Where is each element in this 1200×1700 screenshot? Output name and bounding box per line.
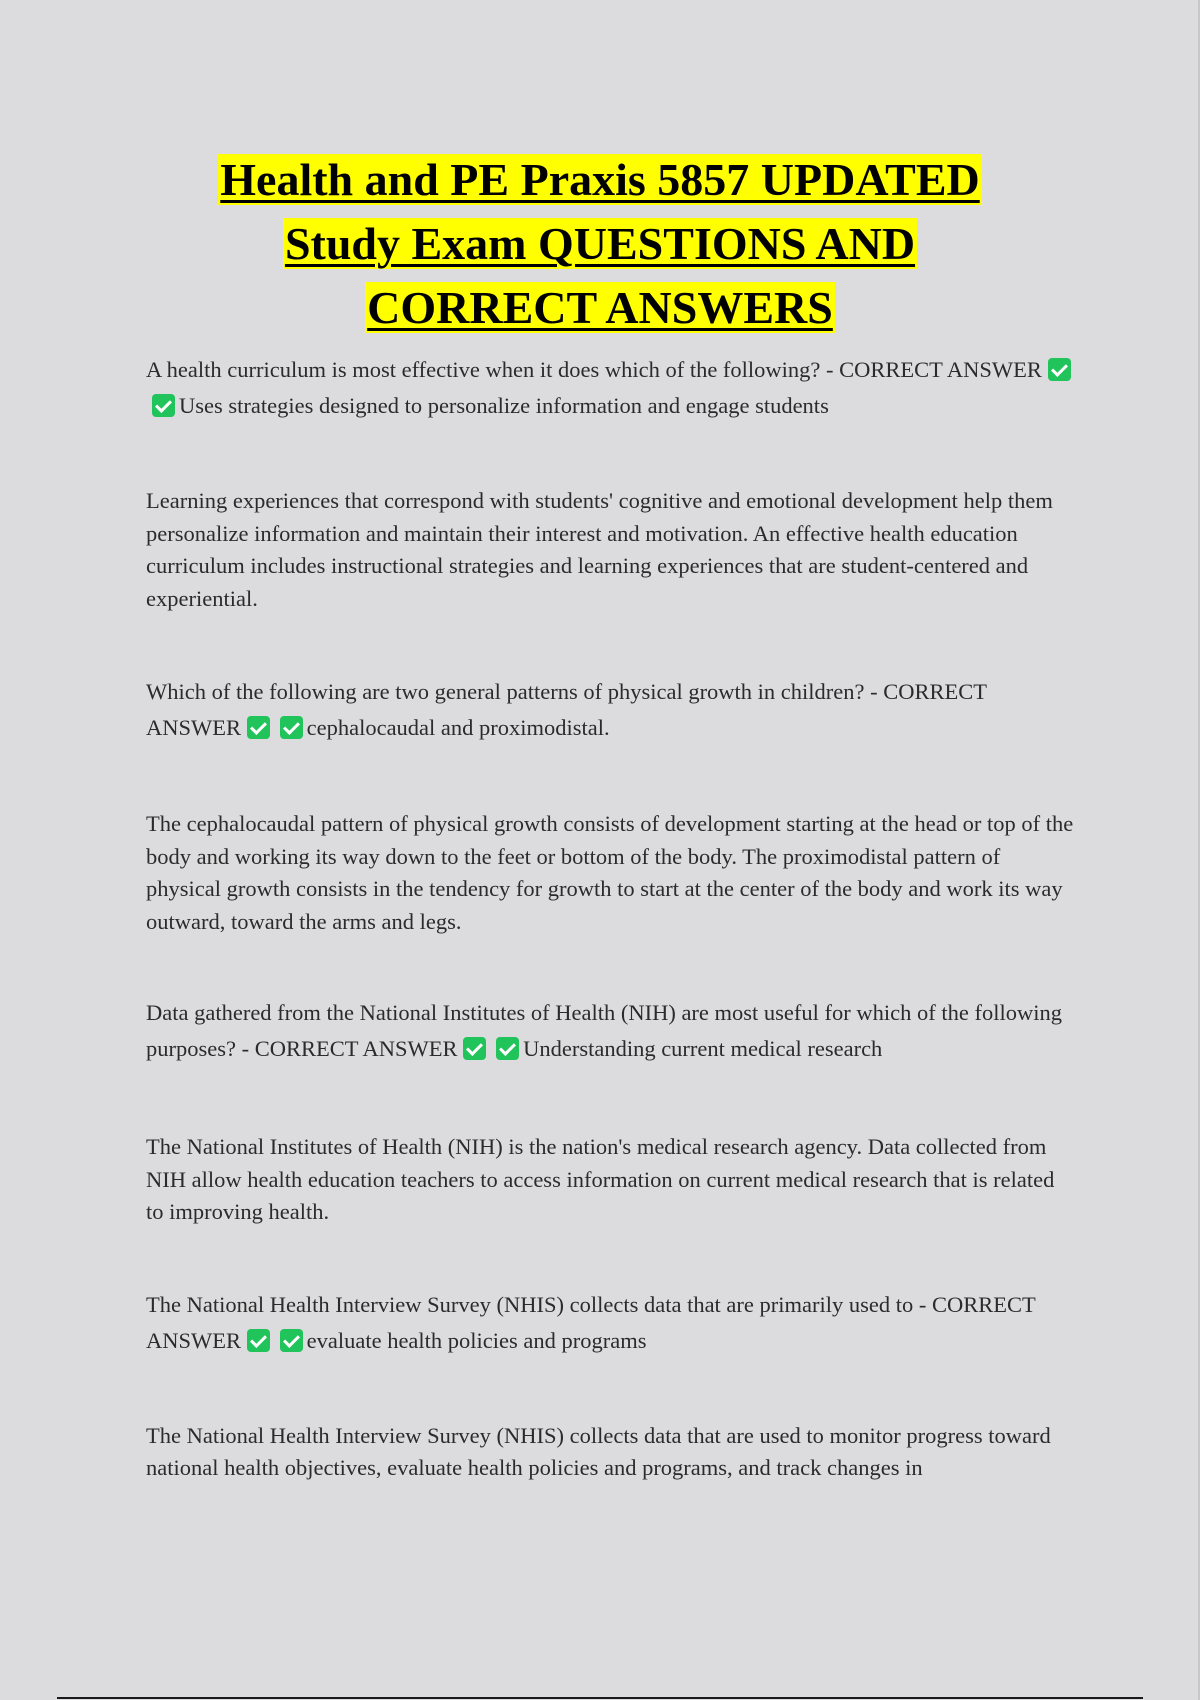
answer-text: evaluate health policies and programs [306,1327,647,1353]
title-line-3: CORRECT ANSWERS [367,282,833,333]
check-icon [247,716,270,739]
explanation-3: The National Institutes of Health (NIH) is the nation's medical research agency. Data collected from NIH allow health education teachers to access information on current medical research that is related to improving health. [146,1134,1055,1224]
answer-text: Understanding current medical research [523,1036,883,1061]
check-icon [280,716,303,739]
question-answer-4 [146,1287,1076,1359]
question-text: A health curriculum is most effective when it does which of the following? - CORRECT ANSWER [146,357,1048,382]
question-answer-3 [146,995,1076,1067]
answer-text: Uses strategies designed to personalize information and engage students [179,393,829,418]
answer-text: cephalocaudal and proximodistal. [306,715,610,740]
explanation-2: The cephalocaudal pattern of physical growth consists of development starting at the head or top of the body and working its way down to the feet or bottom of the body. The proximodistal pattern of physical growth consists in the tendency for growth to start at the center of the body and work its way outward, toward the arms and legs. [146,811,1074,934]
check-icon [280,1329,303,1352]
title-line-1: Health and PE Praxis 5857 UPDATED [220,154,980,205]
check-icon [463,1037,486,1060]
check-icon [496,1037,519,1060]
title-line-2: Study Exam QUESTIONS AND [284,218,916,269]
document-title [100,148,1100,340]
check-icon [247,1329,270,1352]
question-text: Which of the following are two general patterns of physical growth in children? - CORRECT ANSWER [146,679,987,740]
explanation-1: Learning experiences that correspond with students' cognitive and emotional development help them personalize information and maintain their interest and motivation. An effective health education curriculum includes instructional strategies and learning experiences that are student-centered and experiential. [146,488,1053,611]
document-body [146,352,1076,1485]
page-bottom-rule [57,1697,1143,1699]
question-answer-1 [146,352,1076,424]
question-text: The National Health Interview Survey (NHIS) collects data that are primarily used to - CORRECT ANSWER [146,1291,1036,1353]
question-answer-2 [146,674,1076,746]
check-icon [1048,358,1071,381]
check-icon [152,394,175,417]
question-text: Data gathered from the National Institutes of Health (NIH) are most useful for which of the following purposes? - CORRECT ANSWER [146,1000,1062,1061]
explanation-4: The National Health Interview Survey (NHIS) collects data that are used to monitor progress toward national health objectives, evaluate health policies and programs, and track changes in [146,1422,1051,1480]
